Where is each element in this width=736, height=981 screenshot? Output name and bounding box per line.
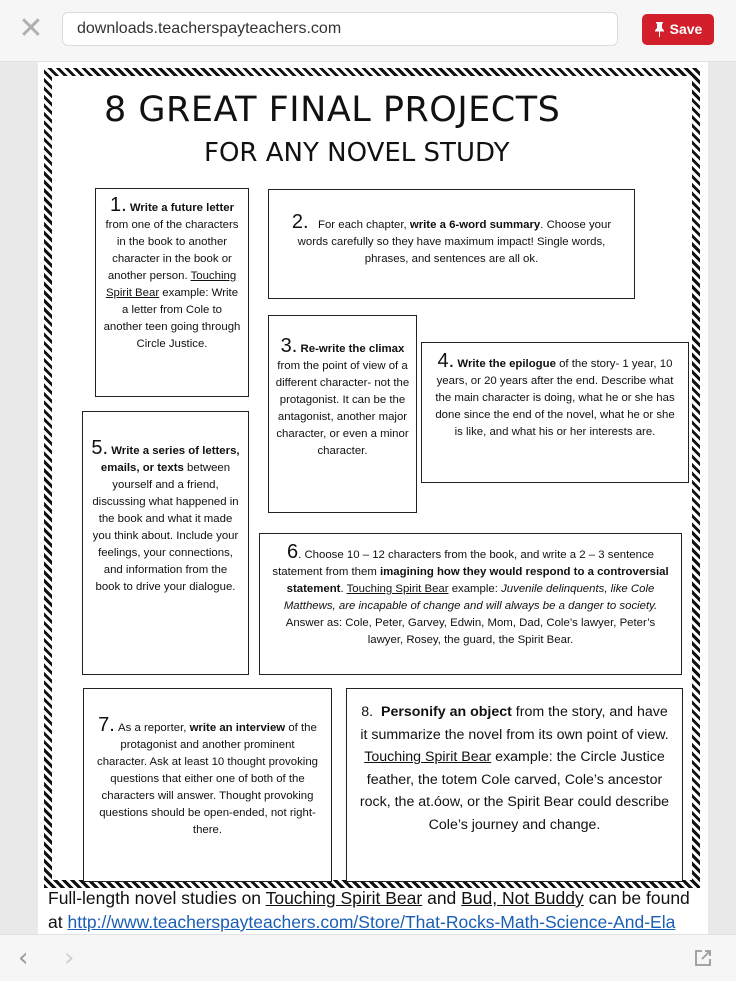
url-text: downloads.teacherspayteachers.com xyxy=(77,20,342,37)
project-text: As a reporter, xyxy=(118,722,190,734)
footer-text: can be found at xyxy=(48,888,690,932)
project-text: of the protagonist and another prominent character. Ask at least 10 thought provoking questions that either one of both of the characters will answer. Thought provoking questions should be open-ended, not right-there. xyxy=(97,722,318,836)
chevron-right-icon[interactable]: › xyxy=(64,943,75,973)
document-page xyxy=(38,62,708,934)
project-highlight: write an interview xyxy=(189,722,286,734)
project-number: 4. xyxy=(437,350,455,372)
project-text: Answer as: Cole, Peter, Garvey, Edwin, Mom, Dad, Cole’s lawyer, Peter’s lawyer, Rosey, the guard, the Spirit Bear. xyxy=(285,617,656,646)
project-box-3 xyxy=(268,315,417,513)
project-text: of the story- 1 year, 10 years, or 20 years after the end. Describe what the main character is doing, what he or she has done since the end of the novel, what he or she is like, and what his or her interests are. xyxy=(435,358,675,438)
project-text: . Choose 10 – 12 characters from the book, and write a 2 – 3 sentence statement from them xyxy=(272,549,654,578)
controversial-statement: Juvenile delinquents, like Cole Matthews, are incapable of change and will always be a danger to society. xyxy=(283,583,658,612)
save-button[interactable] xyxy=(642,14,714,45)
project-text: example: the Circle Justice feather, the totem Cole carved, Cole’s ancestor rock, the at.óow, or the Spirit Bear could describe Cole’s journey and change. xyxy=(359,749,670,833)
project-text: from the point of view of a different character- not the protagonist. It can be the antagonist, another major character, or even a minor character. xyxy=(275,360,410,457)
project-highlight: Personify an object xyxy=(380,704,512,720)
project-text: from one of the characters in the book to another character in the book or another person. xyxy=(105,219,239,282)
save-label: Save xyxy=(669,21,703,37)
project-box-8 xyxy=(346,688,683,882)
project-number: 3. xyxy=(280,335,298,357)
project-box-5 xyxy=(82,411,249,675)
project-text: example: Write a letter from Cole to another teen going through Circle Justice. xyxy=(103,287,241,350)
footer-note xyxy=(48,886,708,934)
footer-text: and xyxy=(422,888,462,908)
page-subtitle: FOR ANY NOVEL STUDY xyxy=(204,138,510,168)
book-title: Touching Spirit Bear xyxy=(364,749,492,765)
external-link-icon[interactable] xyxy=(694,949,712,967)
project-text: . Choose your words carefully so they have maximum impact! Single words, phrases, and sentences are all ok. xyxy=(297,219,612,265)
project-highlight: Write a future letter xyxy=(129,202,235,214)
project-highlight: imagining how they would respond to a controversial statement xyxy=(286,566,669,595)
viewer-right-margin xyxy=(708,62,736,934)
pin-icon xyxy=(654,22,665,37)
project-text: example: xyxy=(448,583,502,595)
project-number: 5. xyxy=(91,437,109,459)
project-highlight: Write the epilogue xyxy=(457,358,556,370)
project-number: 1. xyxy=(109,194,127,216)
browser-toolbar xyxy=(0,0,736,62)
project-box-4 xyxy=(421,342,689,483)
project-number: 7. xyxy=(98,714,115,736)
viewer-left-margin xyxy=(0,62,38,934)
project-text: . xyxy=(340,583,347,595)
footer-text: Full-length novel studies on xyxy=(48,888,266,908)
project-text: from the story, and have it summarize the novel from its own point of view. xyxy=(360,704,669,743)
project-text: between yourself and a friend, discussing what happened in the book and what it made you think about. Include your feelings, your connections, and information from the book to drive your dialogue. xyxy=(92,462,239,593)
book-title: Touching Spirit Bear xyxy=(346,583,449,595)
project-text: For each chapter, xyxy=(318,219,410,231)
project-box-7 xyxy=(83,688,332,882)
project-number: 6 xyxy=(287,541,299,563)
project-number: 2. xyxy=(291,211,309,233)
chevron-left-icon[interactable]: ‹ xyxy=(18,943,29,973)
browser-bottom-bar xyxy=(0,934,736,981)
project-number: 8. xyxy=(361,704,374,720)
project-highlight: Re-write the climax xyxy=(300,343,405,355)
book-title: Bud, Not Buddy xyxy=(461,888,584,908)
project-box-1 xyxy=(95,188,249,397)
page-title: 8 GREAT FINAL PROJECTS xyxy=(104,90,561,130)
book-title: Touching Spirit Bear xyxy=(265,888,423,908)
close-icon[interactable]: ✕ xyxy=(18,11,44,46)
project-highlight: write a 6-word summary xyxy=(409,219,541,231)
book-title: Touching Spirit Bear xyxy=(105,270,237,299)
project-box-2 xyxy=(268,189,635,299)
project-box-6 xyxy=(259,533,682,675)
store-link[interactable]: http://www.teacherspayteachers.com/Store/That-Rocks-Math-Science-And-Ela xyxy=(67,912,676,932)
project-highlight: Write a series of letters, emails, or texts xyxy=(100,445,240,474)
url-bar[interactable] xyxy=(62,12,618,46)
